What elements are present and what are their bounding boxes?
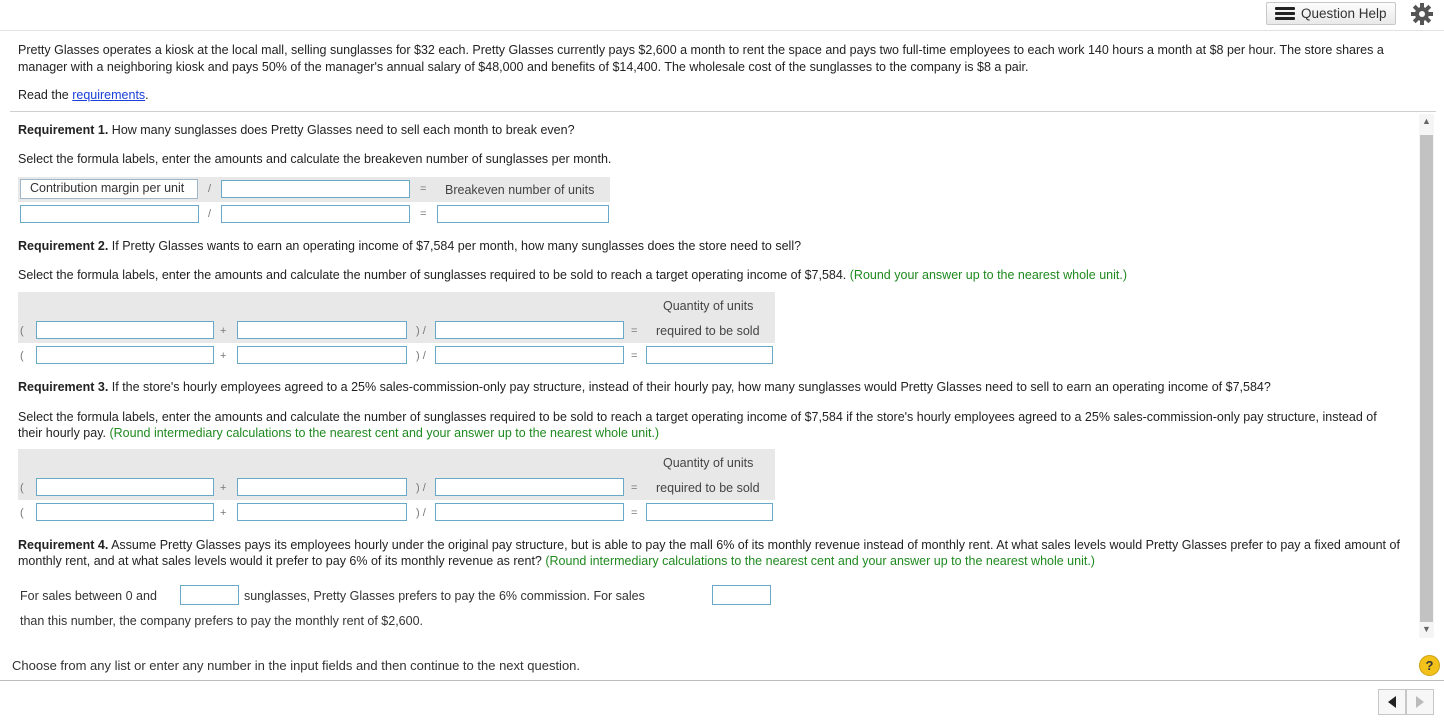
req2-result-line1: Quantity of units <box>663 299 754 313</box>
req2-op-plus: + <box>220 325 227 337</box>
req4-comparison-select[interactable] <box>712 585 771 605</box>
req1-amount-1[interactable] <box>20 205 199 223</box>
req1-op-eq-2: = <box>420 208 427 220</box>
req2-amount-1[interactable] <box>36 346 214 364</box>
req3-heading <box>18 380 1271 394</box>
footer-instruction: Choose from any list or enter any number in the input fields and then continue to the next question. <box>12 658 581 673</box>
req2-label-select-2[interactable] <box>237 321 407 339</box>
req4-heading <box>18 537 1413 569</box>
req1-heading <box>18 123 575 137</box>
read-prefix: Read the <box>18 88 73 102</box>
left-arrow-icon <box>1387 696 1397 708</box>
req2-label-select-3[interactable] <box>435 321 624 339</box>
req2-note: (Round your answer up to the nearest whole unit.) <box>849 268 1128 282</box>
req2-instruction: Select the formula labels, enter the amounts and calculate the number of sunglasses required to be sold to reach a target operating income of $7,584. <box>18 268 850 282</box>
req3-op-open-2: ( <box>20 507 24 519</box>
req2-heading <box>18 239 801 253</box>
req3-op-plus: + <box>220 482 227 494</box>
req3-label-select-1[interactable] <box>36 478 214 496</box>
req4-sentence-b: sunglasses, Pretty Glasses prefers to pay the 6% commission. For sales <box>244 589 645 603</box>
req3-note: (Round intermediary calculations to the nearest cent and your answer up to the nearest whole unit.) <box>109 426 660 440</box>
req3-result-line2: required to be sold <box>656 481 760 495</box>
req2-answer[interactable] <box>646 346 773 364</box>
req3-instruction-block <box>18 409 1398 441</box>
req3-question: If the store's hourly employees agreed to a 25% sales-commission-only pay structure, instead of their hourly pay, how many sunglasses would Pretty Glasses need to sell to earn an operating income of $7,584? <box>108 380 1271 394</box>
req3-result-line1: Quantity of units <box>663 456 754 470</box>
req2-instruction-line <box>18 268 1127 282</box>
req2-op-closediv-2: ) / <box>416 350 426 362</box>
req3-op-eq: = <box>631 482 638 494</box>
req1-op-div: / <box>208 183 212 195</box>
footer-divider <box>0 680 1444 681</box>
help-icon[interactable]: ? <box>1419 655 1440 676</box>
req4-note: (Round intermediary calculations to the nearest cent and your answer up to the nearest whole unit.) <box>545 554 1095 568</box>
req3-answer[interactable] <box>646 503 773 521</box>
scroll-up-arrow-icon[interactable]: ▲ <box>1422 116 1431 126</box>
read-suffix: . <box>145 88 149 102</box>
next-button[interactable] <box>1406 689 1434 715</box>
req2-op-open-2: ( <box>20 350 24 362</box>
req1-amount-2[interactable] <box>221 205 410 223</box>
req4-question: Assume Pretty Glasses pays its employees hourly under the original pay structure, but is able to pay the mall 6% of its monthly revenue instead of monthly rent. At what sales levels would Pretty Glasses prefer to pay a fixed amount of monthly rent, and at what sales levels would it prefer to pay 6% of its monthly revenue as rent? <box>18 538 1400 568</box>
req1-op-div-2: / <box>208 208 212 220</box>
req3-instruction: Select the formula labels, enter the amounts and calculate the number of sunglasses required to be sold to reach a target operating income of $7,584 if the store's hourly employees agreed to a 25% sales-commission-only pay structure, instead of their hourly pay. <box>18 410 1377 440</box>
req2-op-plus-2: + <box>220 350 227 362</box>
problem-text: Pretty Glasses operates a kiosk at the local mall, selling sunglasses for $32 each. Pretty Glasses currently pays $2,600 a month to rent the space and pays two full-time employees to each work 140 hours a month at $8 per hour. The store shares a manager with a neighboring kiosk and pays 50% of the manager's annual salary of $48,000 and benefits of $14,400. The wholesale cost of the sunglasses to the company is $8 a pair. <box>18 43 1384 74</box>
req3-label-select-2[interactable] <box>237 478 407 496</box>
previous-button[interactable] <box>1378 689 1406 715</box>
right-arrow-icon <box>1415 696 1425 708</box>
req1-breakeven-answer[interactable] <box>437 205 609 223</box>
req1-instruction: Select the formula labels, enter the amounts and calculate the breakeven number of sunglasses per month. <box>18 152 612 166</box>
req3-op-closediv: ) / <box>416 482 426 494</box>
req2-label-select-1[interactable] <box>36 321 214 339</box>
req3-label-select-3[interactable] <box>435 478 624 496</box>
header-divider <box>0 30 1444 31</box>
scroll-down-arrow-icon[interactable]: ▼ <box>1422 624 1431 634</box>
req3-amount-2[interactable] <box>237 503 407 521</box>
req2-result-line2: required to be sold <box>656 324 760 338</box>
req2-op-eq: = <box>631 325 638 337</box>
req3-amount-1[interactable] <box>36 503 214 521</box>
req1-op-eq: = <box>420 183 427 195</box>
gear-icon[interactable] <box>1410 2 1434 26</box>
req2-amount-2[interactable] <box>237 346 407 364</box>
section-divider <box>10 111 1436 112</box>
req2-op-closediv: ) / <box>416 325 426 337</box>
req2-question: If Pretty Glasses wants to earn an operating income of $7,584 per month, how many sunglasses does the store need to sell? <box>108 239 802 253</box>
req2-op-open: ( <box>20 325 24 337</box>
req1-label-select[interactable]: Contribution margin per unit <box>20 179 198 199</box>
req1-title: Requirement 1. <box>18 123 109 137</box>
read-requirements <box>18 88 149 102</box>
req1-result-label: Breakeven number of units <box>445 183 595 197</box>
list-icon <box>1275 7 1295 20</box>
question-help-button[interactable] <box>1266 2 1396 25</box>
req2-op-eq-2: = <box>631 350 638 362</box>
req3-title: Requirement 3. <box>18 380 109 394</box>
scrollbar-thumb[interactable] <box>1420 135 1433 622</box>
req3-amount-3[interactable] <box>435 503 624 521</box>
req3-op-closediv-2: ) / <box>416 507 426 519</box>
req4-sentence-c: than this number, the company prefers to pay the monthly rent of $2,600. <box>20 614 424 628</box>
req3-op-eq-2: = <box>631 507 638 519</box>
question-help-label: Question Help <box>1301 6 1387 21</box>
req3-op-plus-2: + <box>220 507 227 519</box>
req2-amount-3[interactable] <box>435 346 624 364</box>
req1-label-select-2[interactable] <box>221 180 410 198</box>
req4-sentence-a: For sales between 0 and <box>20 589 157 603</box>
req4-title: Requirement 4. <box>18 538 109 552</box>
req1-question: How many sunglasses does Pretty Glasses need to sell each month to break even? <box>108 123 575 137</box>
requirements-link[interactable]: requirements <box>72 88 146 102</box>
req3-op-open: ( <box>20 482 24 494</box>
req2-title: Requirement 2. <box>18 239 109 253</box>
req4-threshold-input[interactable] <box>180 585 239 605</box>
